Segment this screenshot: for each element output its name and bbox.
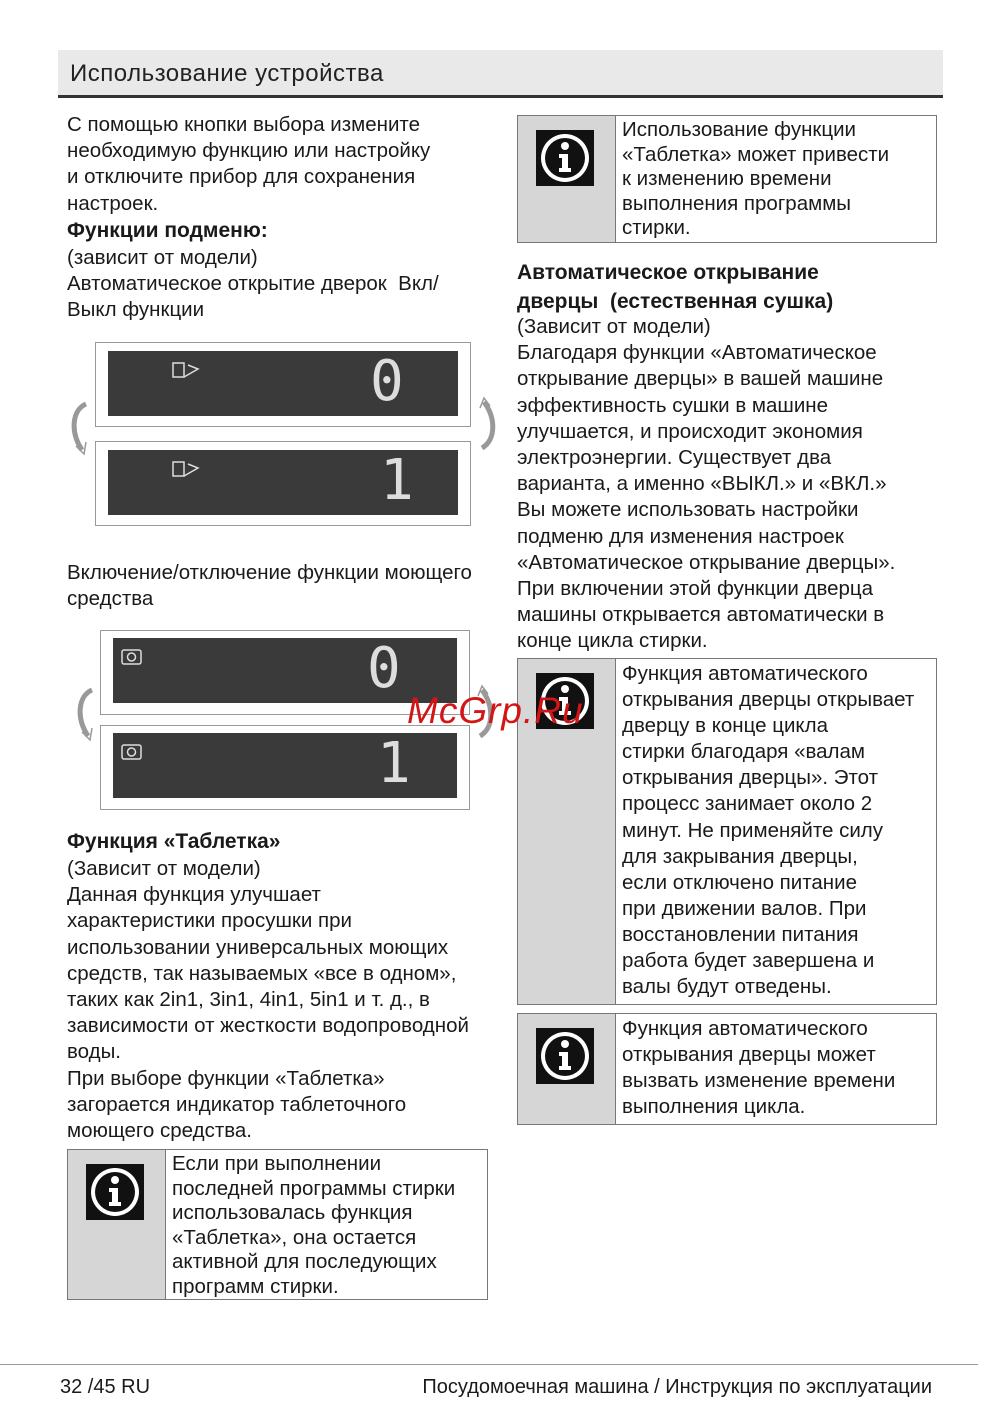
- cycle-arrow-left-icon: [68, 402, 90, 457]
- display-panel-on: [100, 725, 470, 810]
- page-number: 32 /45 RU: [60, 1376, 151, 1398]
- display-value: 1: [377, 731, 411, 796]
- info-text: Функция автоматического открывания дверцы может вызвать изменение времени выполнения цикла.: [622, 1017, 896, 1118]
- info-box: [517, 1013, 937, 1125]
- info-icon: [86, 1164, 144, 1220]
- tablet-icon: [121, 743, 143, 761]
- display-panel-off: [95, 342, 471, 427]
- display-value: 0: [367, 636, 401, 701]
- info-text: Использование функции «Таблетка» может привести к изменению времени выполнения программы стирки.: [622, 118, 890, 239]
- info-text: Функция автоматического открывания дверцы открывает дверцу в конце цикла стирки благодаря «валам открывания дверцы». Этот процесс занимает около 2 минут. Не применяйте силу для закрывания дверцы, если отключено питание при движении валов. При восстановлении питания работа будет завершена и валы будут отведены.: [622, 662, 915, 999]
- info-text: Если при выполнении последней программы стирки использовалась функция «Таблетка», она остается активной для последующих программ стирки.: [172, 1152, 456, 1298]
- cycle-arrow-left-icon: [74, 688, 96, 743]
- section-title: Использование устройства: [70, 60, 384, 87]
- document-title: Посудомоечная машина / Инструкция по эксплуатации: [422, 1376, 932, 1398]
- info-box: [67, 1149, 488, 1300]
- door-open-icon: [172, 460, 202, 480]
- info-box: [517, 115, 937, 243]
- submenu-text: (зависит от модели) Автоматическое открытие дверок Вкл/ Выкл функции: [67, 246, 439, 322]
- auto-door-heading: Автоматическое открывание дверцы (естественная сушка): [517, 261, 834, 313]
- watermark: McGrp.Ru: [407, 690, 584, 731]
- cycle-arrow-right-icon: [476, 396, 498, 451]
- display-panel-on: [95, 441, 471, 526]
- section-header: [58, 50, 943, 98]
- tablet-text: (Зависит от модели) Данная функция улучшает характеристики просушки при использовании универсальных моющих средств, так называемых «все в одном», таких как 2in1, 3in1, 4in1, 5in1 и т. д., в зависимости от жесткости водопроводной воды. При выборе функции «Таблетка» загорается индикатор таблеточного моющего средства.: [67, 857, 469, 1143]
- detergent-text: Включение/отключение функции моющего средства: [67, 561, 472, 611]
- auto-door-text: (Зависит от модели) Благодаря функции «Автоматическое открывание дверцы» в вашей машине эффективность сушки в машине улучшается, и происходит экономия электроэнергии. Существует два варианта, а именно «ВЫКЛ.» и «ВКЛ.» Вы можете использовать настройки подменю для изменения настроек «Автоматическое открывание дверцы». При включении этой функции дверца машины открывается автоматически в конце цикла стирки.: [517, 315, 896, 653]
- submenu-heading: Функции подменю:: [67, 219, 268, 242]
- tablet-icon: [121, 648, 143, 666]
- door-open-icon: [172, 361, 202, 381]
- display-value: 1: [380, 448, 414, 513]
- footer-divider: [0, 1364, 978, 1365]
- tablet-heading: Функция «Таблетка»: [67, 830, 281, 853]
- intro-text: С помощью кнопки выбора измените необходимую функцию или настройку и отключите прибор для сохранения настроек.: [67, 113, 431, 215]
- info-icon: [536, 130, 594, 186]
- display-value: 0: [370, 349, 404, 414]
- info-icon: [536, 1028, 594, 1084]
